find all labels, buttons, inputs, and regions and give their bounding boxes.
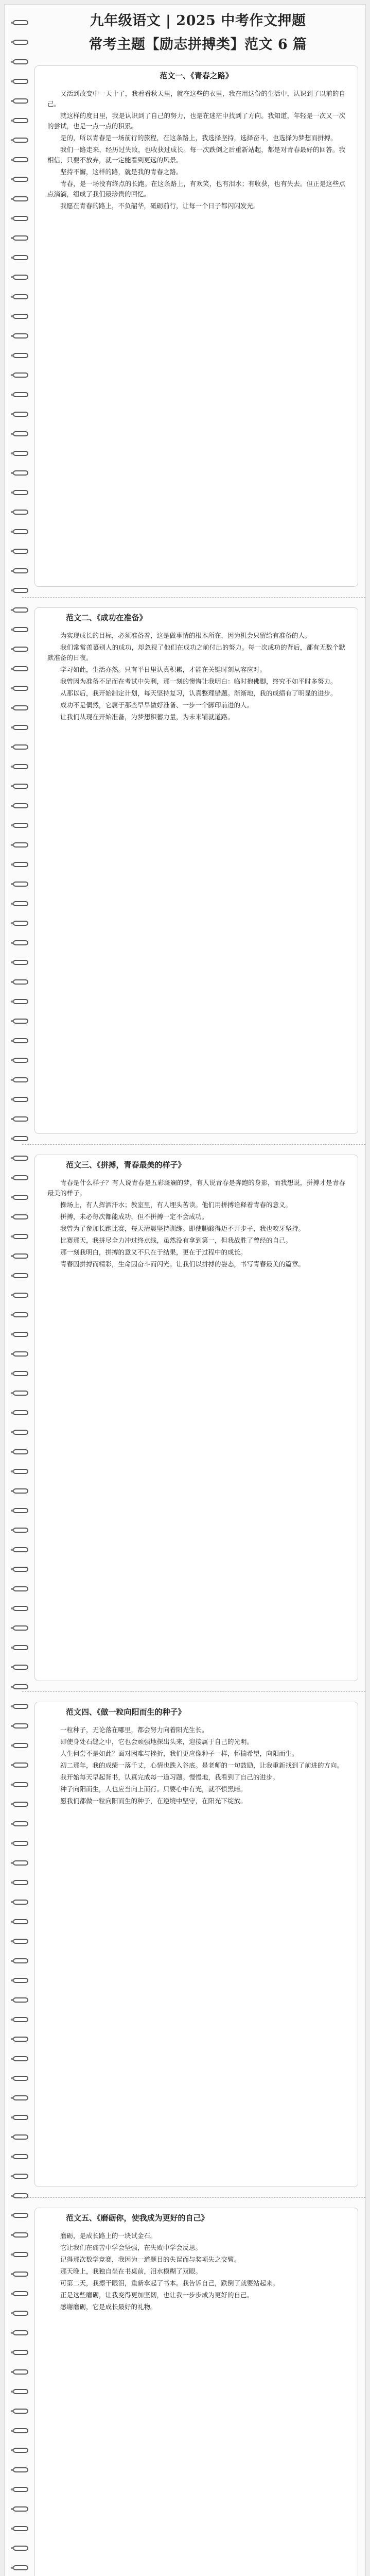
binder-ring <box>13 2154 28 2159</box>
essay-body <box>47 2231 345 2576</box>
binder-ring <box>13 823 28 828</box>
essay-paragraph: 磨砺，是成长路上的一块试金石。 <box>60 2232 157 2240</box>
binder-ring <box>13 255 28 260</box>
binder-ring <box>13 1625 28 1631</box>
binder-ring <box>13 275 28 280</box>
binder-ring <box>13 196 28 201</box>
binder-ring <box>13 2428 28 2433</box>
binder-ring <box>13 1665 28 1670</box>
binder-ring <box>13 979 28 985</box>
binder-ring <box>13 2448 28 2453</box>
binder-ring <box>13 451 28 456</box>
essay-paragraph: 我们一路走来，经历过失败，也收获过成长。每一次跌倒之后重新站起，都是对青春最好的回答。我相信，只要不放弃，就一定能看到更远的风景。 <box>47 146 345 164</box>
binder-ring <box>13 1195 28 1200</box>
essay-card-5 <box>34 2208 358 2576</box>
binder-ring <box>13 1136 28 1141</box>
essay-paragraph: 学习如此，生活亦然。只有平日里认真积累，才能在关键时刻从容应对。 <box>60 666 267 673</box>
binder-ring <box>13 1704 28 1709</box>
essay-heading: 范文二、《成功在准备》 <box>66 613 147 622</box>
binder-ring <box>13 1743 28 1748</box>
binder-ring <box>13 1586 28 1591</box>
essay-paragraph: 我愿在青春的路上，不负韶华，砥砺前行，让每一个日子都闪闪发光。 <box>60 202 260 210</box>
binder-ring <box>13 1488 28 1494</box>
essay-paragraph: 正是这些磨砺，让我变得更加坚韧，也让我一步步成为更好的自己。 <box>60 2291 254 2299</box>
binder-ring <box>13 510 28 515</box>
binder-ring <box>13 1371 28 1376</box>
essay-heading: 范文一、《青春之路》 <box>160 71 233 80</box>
binder-ring <box>13 2409 28 2414</box>
binder-spine <box>11 5 31 2576</box>
binder-ring <box>13 1508 28 1513</box>
binder-ring <box>13 1097 28 1102</box>
essay-paragraph: 青春是什么样子？有人说青春是五彩斑斓的梦，有人说青春是奔跑的身影，而我想说，拼搏才是青春最美的样子。 <box>47 1179 345 1197</box>
binder-ring <box>13 2350 28 2355</box>
binder-ring <box>13 686 28 691</box>
binder-ring <box>13 882 28 887</box>
essay-heading: 范文五、《磨砺你，使我成为更好的自己》 <box>66 2213 209 2223</box>
essay-paragraph: 一粒种子，无论落在哪里，都会努力向着阳光生长。 <box>60 1726 208 1734</box>
section-divider <box>22 1144 365 1145</box>
binder-ring <box>13 314 28 319</box>
binder-ring <box>13 842 28 848</box>
binder-ring <box>13 2232 28 2238</box>
binder-ring <box>13 1606 28 1611</box>
binder-ring <box>13 960 28 965</box>
section-divider <box>22 597 365 598</box>
essay-paragraph: 让我们从现在开始准备，为梦想积蓄力量，为未来铺就道路。 <box>60 713 234 721</box>
binder-ring <box>13 1332 28 1337</box>
essay-paragraph: 为实现成长的目标，必须准备着，这是做事情的根本所在，因为机会只留给有准备的人。 <box>60 632 311 639</box>
essay-card-3 <box>34 1155 358 1681</box>
binder-ring <box>13 2056 28 2061</box>
binder-ring <box>13 1469 28 1474</box>
essay-paragraph: 坚持不懈，这样的路，就是我的青春之路。 <box>60 168 183 176</box>
essay-paragraph: 那天晚上，我独自坐在书桌前，泪水模糊了双眼。 <box>60 2267 202 2275</box>
binder-ring <box>13 353 28 358</box>
binder-ring <box>13 2134 28 2140</box>
binder-ring <box>13 59 28 64</box>
binder-ring <box>13 1019 28 1024</box>
binder-ring <box>13 1958 28 1963</box>
binder-ring <box>13 2213 28 2218</box>
binder-ring <box>13 862 28 867</box>
binder-ring <box>13 2565 28 2570</box>
binder-ring <box>13 1293 28 1298</box>
binder-ring <box>13 1997 28 2003</box>
binder-ring <box>13 1273 28 1278</box>
binder-ring <box>13 118 28 123</box>
essay-paragraph: 我开始每天早起背书，认真完成每一道习题。慢慢地，我看到了自己的进步。 <box>60 1773 279 1781</box>
binder-ring <box>13 2487 28 2492</box>
essay-paragraph: 可第二天，我擦干眼泪，重新拿起了书本。我告诉自己，跌倒了就要站起来。 <box>60 2279 279 2287</box>
binder-ring <box>13 2506 28 2512</box>
essay-paragraph: 愿我们都做一粒向阳而生的种子，在逆境中坚守，在阳光下绽放。 <box>60 1797 247 1805</box>
essay-paragraph: 就这样的度日里，我是认识到了自己的努力，也是在迷茫中找到了方向。我知道，年轻是一次又一次的尝试，也是一点一点的积累。 <box>47 112 345 130</box>
binder-ring <box>13 79 28 84</box>
binder-ring <box>13 1684 28 1689</box>
binder-ring <box>13 529 28 534</box>
essay-body <box>47 89 345 579</box>
binder-ring <box>13 2037 28 2042</box>
essay-paragraph: 种子向阳而生，人也应当向上而行。只要心中有光，就不惧黑暗。 <box>60 1785 247 1793</box>
binder-ring <box>13 1547 28 1552</box>
document-header <box>41 8 355 64</box>
binder-ring <box>13 2291 28 2296</box>
binder-ring <box>13 2526 28 2531</box>
section-divider <box>22 2197 365 2198</box>
binder-ring <box>13 744 28 750</box>
essay-paragraph: 青春，是一场没有终点的长跑。在这条路上，有欢笑，也有泪水；有收获，也有失去。但正是这些点点滴滴，组成了我们最珍贵的回忆。 <box>47 180 345 198</box>
binder-ring <box>13 1449 28 1454</box>
binder-ring <box>13 803 28 808</box>
binder-ring <box>13 1567 28 1572</box>
essay-paragraph: 又活到改变中一天十了，我看看秋天里，就在这些的衣里，我在用这份的生活中，认识到了以前的自己。 <box>47 90 345 108</box>
essay-paragraph: 人生何尝不是如此？面对困难与挫折，我们更应像种子一样，怀揣希望，向阳而生。 <box>60 1750 298 1757</box>
essay-card-2 <box>34 607 358 1134</box>
document-page <box>4 4 366 2576</box>
binder-ring <box>13 1939 28 1944</box>
binder-ring <box>13 372 28 378</box>
binder-ring <box>13 1430 28 1435</box>
binder-ring <box>13 764 28 769</box>
binder-ring <box>13 1058 28 1063</box>
binder-ring <box>13 392 28 397</box>
binder-ring <box>13 2272 28 2277</box>
binder-ring <box>13 940 28 945</box>
binder-ring <box>13 999 28 1004</box>
binder-ring <box>13 1234 28 1239</box>
binder-ring <box>13 40 28 45</box>
section-divider <box>22 1691 365 1692</box>
essay-paragraph: 它让我们在痛苦中学会坚强，在失败中学会反思。 <box>60 2244 202 2251</box>
essay-paragraph: 比赛那天，我拼尽全力冲过终点线，虽然没有拿到第一，但我战胜了曾经的自己。 <box>60 1236 292 1244</box>
binder-ring <box>13 1723 28 1728</box>
binder-ring <box>13 2017 28 2022</box>
binder-ring <box>13 1175 28 1180</box>
binder-ring <box>13 20 28 25</box>
document-title-line2: 常考主题【励志拼搏类】范文 6 篇 <box>89 37 307 53</box>
binder-ring <box>13 1762 28 1768</box>
binder-ring <box>13 705 28 710</box>
essay-paragraph: 青春因拼搏而精彩，生命因奋斗而闪光。让我们以拼搏的姿态，书写青春最美的篇章。 <box>60 1260 305 1268</box>
binder-ring <box>13 568 28 573</box>
binder-ring <box>13 1860 28 1866</box>
binder-ring <box>13 98 28 104</box>
binder-ring <box>13 2389 28 2394</box>
binder-ring <box>13 216 28 221</box>
binder-ring <box>13 2546 28 2551</box>
essay-paragraph: 初二那年，我的成绩一落千丈，心情也跌入谷底。是老师的一句鼓励，让我重新找到了前进的方向。 <box>60 1761 344 1769</box>
binder-ring <box>13 725 28 730</box>
binder-ring <box>13 2115 28 2120</box>
essay-body <box>47 1178 345 1673</box>
binder-ring <box>13 2095 28 2100</box>
essay-body <box>47 1725 345 2179</box>
essay-paragraph: 即使身处石缝之中，它也会顽强地探出头来，迎接属于自己的光明。 <box>60 1738 254 1745</box>
essay-paragraph: 是的，所以青春是一场前行的旅程，在这条路上，我选择坚持，选择奋斗，也选择为梦想而拼搏。 <box>60 134 337 142</box>
binder-ring <box>13 588 28 593</box>
binder-ring <box>13 2076 28 2081</box>
binder-ring <box>13 2311 28 2316</box>
binder-ring <box>13 235 28 241</box>
essay-paragraph: 成功不是偶然，它属于那些早早做好准备、一步一个脚印前进的人。 <box>60 701 254 709</box>
binder-ring <box>13 470 28 476</box>
binder-ring <box>13 1880 28 1885</box>
binder-ring <box>13 2467 28 2472</box>
binder-ring <box>13 666 28 671</box>
essay-card-1 <box>34 65 358 587</box>
binder-ring <box>13 607 28 613</box>
binder-ring <box>13 647 28 652</box>
binder-ring <box>13 1156 28 1161</box>
essay-paragraph: 我们常常羡慕别人的成功，却忽视了他们在成功之前付出的努力。每一次成功的背后，都有无数个默默准备的日夜。 <box>47 643 345 662</box>
binder-ring <box>13 1214 28 1219</box>
binder-ring <box>13 1919 28 1924</box>
binder-ring <box>13 157 28 162</box>
binder-ring <box>13 2330 28 2335</box>
essay-heading: 范文三、《拼搏，青春最美的样子》 <box>66 1160 186 1170</box>
binder-ring <box>13 1077 28 1082</box>
essay-card-4 <box>34 1702 358 2187</box>
binder-ring <box>13 1312 28 1317</box>
binder-ring <box>13 1821 28 1826</box>
binder-ring <box>13 1410 28 1415</box>
binder-ring <box>13 1116 28 1122</box>
binder-ring <box>13 1782 28 1787</box>
binder-ring <box>13 1645 28 1650</box>
binder-ring <box>13 1253 28 1259</box>
binder-ring <box>13 2252 28 2257</box>
essay-paragraph: 我曾因为准备不足而在考试中失利，那一刻的懊悔让我明白：临时抱佛脚，终究不如平时多努力。 <box>60 677 337 685</box>
essay-paragraph: 拼搏，未必每次都能成功，但不拼搏一定不会成功。 <box>60 1213 208 1221</box>
essay-paragraph: 我曾为了参加长跑比赛，每天清晨坚持训练。即使腿酸得迈不开步子，我也咬牙坚持。 <box>60 1225 305 1232</box>
binder-ring <box>13 333 28 338</box>
binder-ring <box>13 1841 28 1846</box>
binder-ring <box>13 490 28 495</box>
binder-ring <box>13 1978 28 1983</box>
essay-paragraph: 操场上，有人挥洒汗水；教室里，有人埋头苦读。他们用拼搏诠释着青春的意义。 <box>60 1201 292 1209</box>
binder-ring <box>13 1900 28 1905</box>
binder-ring <box>13 1528 28 1533</box>
binder-ring <box>13 1391 28 1396</box>
binder-ring <box>13 2174 28 2179</box>
essay-paragraph: 那一刻我明白，拼搏的意义不只在于结果，更在于过程中的成长。 <box>60 1248 247 1256</box>
binder-ring <box>13 1038 28 1043</box>
essay-paragraph: 从那以后，我开始制定计划，每天坚持复习，认真整理错题。渐渐地，我的成绩有了明显的进步。 <box>60 689 337 697</box>
binder-ring <box>13 627 28 632</box>
binder-ring <box>13 138 28 143</box>
binder-ring <box>13 784 28 789</box>
essay-paragraph: 记得那次数学竞赛，我因为一道题目的失误而与奖项失之交臂。 <box>60 2256 241 2263</box>
binder-ring <box>13 431 28 436</box>
essay-body <box>47 631 345 1126</box>
essay-paragraph: 感谢磨砺，它是成长最好的礼物。 <box>60 2303 157 2311</box>
binder-ring <box>13 294 28 299</box>
binder-ring <box>13 549 28 554</box>
binder-ring <box>13 901 28 906</box>
essay-heading: 范文四、《做一粒向阳而生的种子》 <box>66 1707 186 1717</box>
binder-ring <box>13 921 28 926</box>
document-title-line1: 九年级语文 | 2025 中考作文押题 <box>90 13 306 29</box>
binder-ring <box>13 1802 28 1807</box>
binder-ring <box>13 412 28 417</box>
binder-ring <box>13 2369 28 2375</box>
binder-ring <box>13 1351 28 1357</box>
binder-ring <box>13 177 28 182</box>
